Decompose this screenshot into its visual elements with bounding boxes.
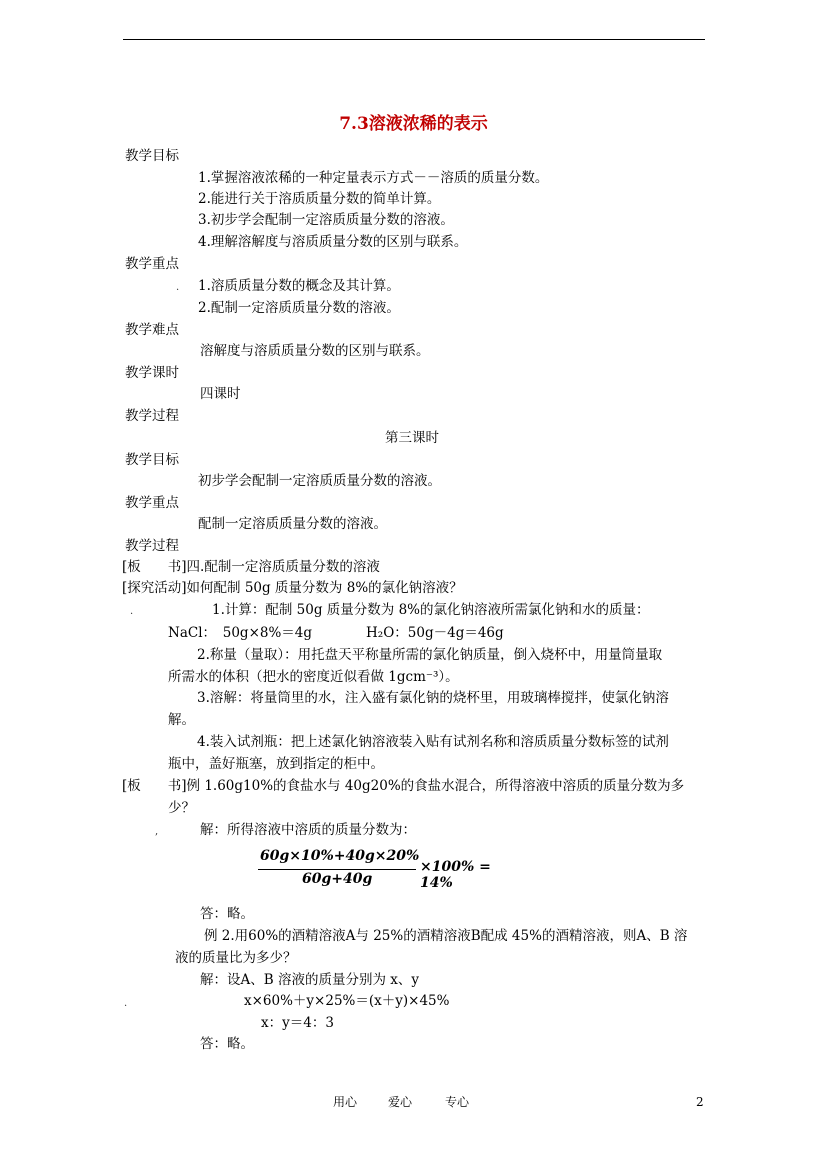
heading-lessons: 教学课时 bbox=[125, 365, 179, 381]
fraction-formula bbox=[258, 848, 518, 892]
goal-item: 3.初步学会配制一定溶质质量分数的溶液。 bbox=[198, 212, 454, 228]
answer-1: 答：略。 bbox=[200, 906, 254, 922]
step-1: 1.计算：配制 50g 质量分数为 8%的氯化钠溶液所需氯化钠和水的质量： bbox=[212, 602, 650, 618]
equation-1: x×60%＋y×25%＝(x＋y)×45% bbox=[244, 993, 450, 1009]
heading-process: 教学过程 bbox=[125, 408, 179, 424]
example-2-cont: 液的质量比为多少？ bbox=[175, 950, 297, 966]
explore-activity: [探究活动]如何配制 50g 质量分数为 8%的氯化钠溶液？ bbox=[122, 580, 463, 596]
step-2-cont: 所需水的体积（把水的密度近似看做 1gcm⁻³）。 bbox=[168, 669, 459, 685]
heading-key-points-2: 教学重点 bbox=[125, 495, 179, 511]
lessons-value: 四课时 bbox=[200, 386, 241, 402]
stray-dot: . bbox=[130, 606, 134, 617]
step-4-cont: 瓶中，盖好瓶塞，放到指定的柜中。 bbox=[168, 756, 384, 772]
heading-goals: 教学目标 bbox=[125, 148, 179, 164]
step-3-cont: 解。 bbox=[168, 712, 195, 728]
heading-process-2: 教学过程 bbox=[125, 538, 179, 554]
answer-2: 答：略。 bbox=[200, 1036, 254, 1052]
fraction-result: ×100% = 14% bbox=[420, 859, 491, 891]
footer-word: 用心 bbox=[333, 1095, 358, 1109]
solution-1: 解：所得溶液中溶质的质量分数为： bbox=[200, 822, 416, 838]
heading-goals-2: 教学目标 bbox=[125, 452, 179, 468]
goal-item: 初步学会配制一定溶质质量分数的溶液。 bbox=[198, 473, 441, 489]
goal-item: 1.掌握溶液浓稀的一种定量表示方式－－溶质的质量分数。 bbox=[198, 170, 549, 186]
header-rule bbox=[123, 39, 705, 40]
page-number: 2 bbox=[696, 1095, 704, 1109]
lesson-title: 第三课时 bbox=[385, 430, 439, 446]
fraction-bar bbox=[258, 869, 416, 870]
calc-line: NaCl： 50g×8%＝4g H₂O：50g－4g＝46g bbox=[168, 625, 504, 641]
fraction-denominator: 60g+40g bbox=[302, 871, 373, 887]
step-2: 2.称量（量取）：用托盘天平称量所需的氯化钠质量，倒入烧杯中，用量筒量取 bbox=[197, 647, 663, 663]
solution-2: 解：设A、B 溶液的质量分别为 x、y bbox=[200, 972, 419, 988]
key-item: 1.溶质质量分数的概念及其计算。 bbox=[198, 278, 400, 294]
stray-dot: . bbox=[124, 998, 128, 1009]
footer-word: 专心 bbox=[445, 1095, 470, 1109]
step-4: 4.装入试剂瓶：把上述氯化钠溶液装入贴有试剂名称和溶质质量分数标签的试剂 bbox=[197, 734, 669, 750]
fraction-numerator: 60g×10%+40g×20% bbox=[260, 848, 420, 864]
example-2: 例 2.用60%的酒精溶液A与 25%的酒精溶液B配成 45%的酒精溶液，则A、B 溶 bbox=[204, 928, 688, 944]
footer-word: 爱心 bbox=[388, 1095, 413, 1109]
board-note: [板 书]四.配制一定溶质质量分数的溶液 bbox=[122, 559, 380, 575]
step-3: 3.溶解：将量筒里的水，注入盛有氯化钠的烧杯里，用玻璃棒搅拌，使氯化钠溶 bbox=[197, 690, 669, 706]
example-1: [板 书]例 1.60g10%的食盐水与 40g20%的食盐水混合，所得溶液中溶质的质量分数为多 bbox=[122, 778, 685, 794]
heading-key-points: 教学重点 bbox=[125, 256, 179, 272]
goal-item: 4.理解溶解度与溶质质量分数的区别与联系。 bbox=[198, 234, 468, 250]
key-item: 配制一定溶质质量分数的溶液。 bbox=[198, 516, 387, 532]
page-title: 7.3溶液浓稀的表示 bbox=[339, 114, 488, 134]
heading-difficulty: 教学难点 bbox=[125, 322, 179, 338]
key-item: 2.配制一定溶质质量分数的溶液。 bbox=[198, 300, 400, 316]
goal-item: 2.能进行关于溶质质量分数的简单计算。 bbox=[198, 191, 441, 207]
equation-2: x：y＝4：3 bbox=[261, 1015, 334, 1031]
example-1-cont: 少？ bbox=[168, 800, 195, 816]
difficulty-item: 溶解度与溶质质量分数的区别与联系。 bbox=[200, 343, 430, 359]
stray-dot: . bbox=[176, 282, 180, 293]
stray-dot: , bbox=[155, 826, 159, 837]
